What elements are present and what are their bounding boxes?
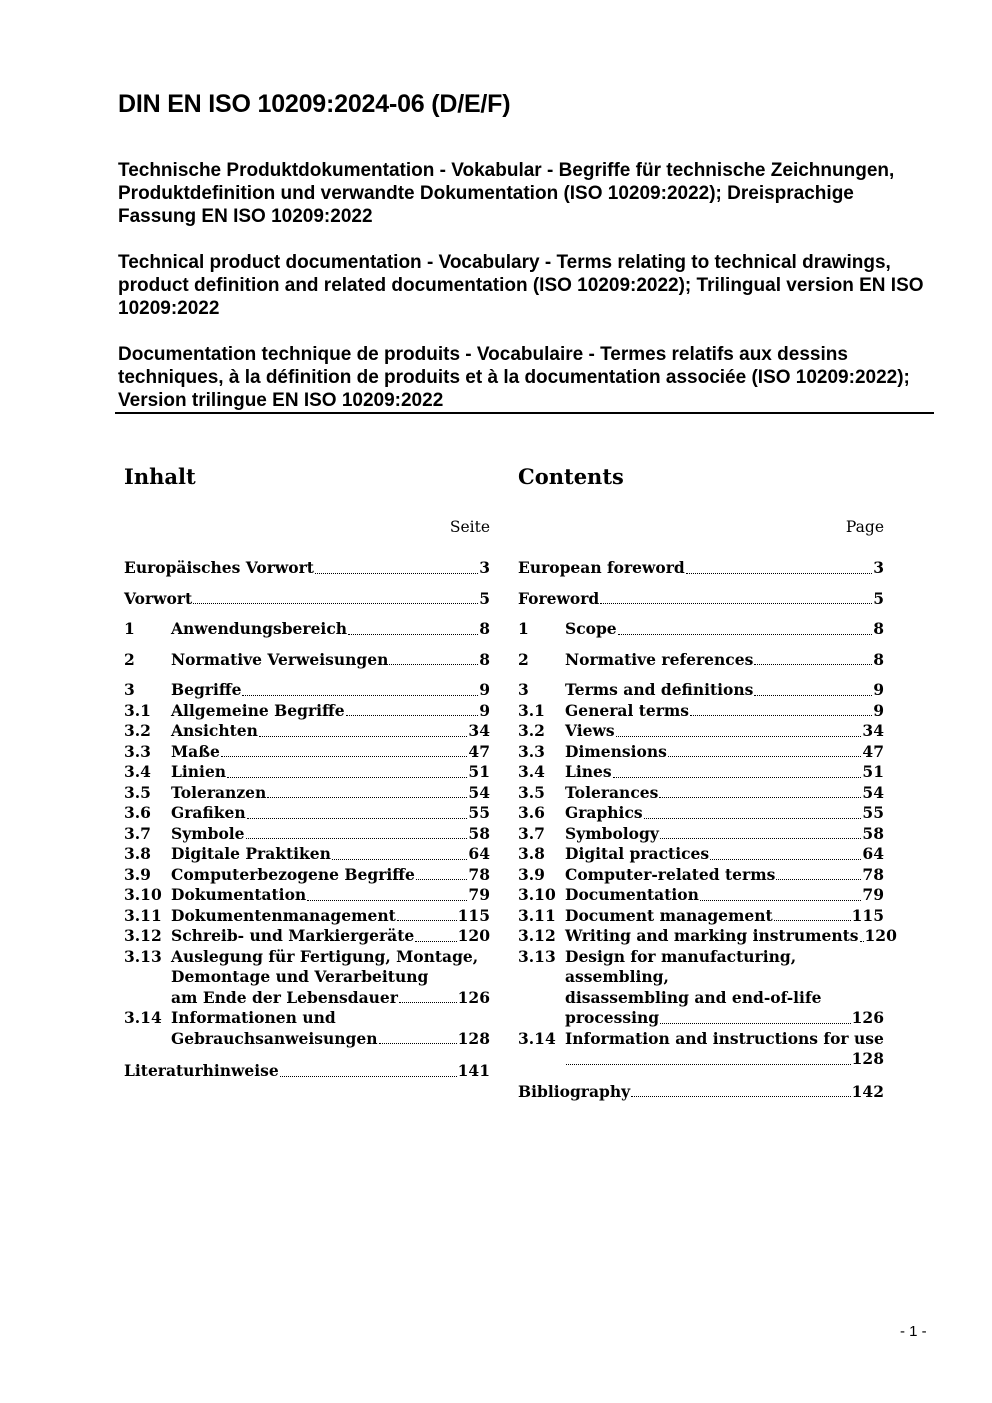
- toc-entry-page: 51: [468, 762, 490, 781]
- toc-entry-label: Digital practices: [565, 844, 710, 863]
- toc-entry-number: 1: [518, 619, 529, 638]
- toc-entry-page: 47: [468, 741, 490, 761]
- toc-leader: [600, 603, 872, 604]
- toc-entry[interactable]: [518, 650, 884, 671]
- toc-entry-number: 3.5: [518, 782, 545, 802]
- toc-entry-label: Foreword: [518, 588, 600, 608]
- toc-entry-label: Ansichten: [171, 721, 258, 740]
- toc-entry-label-line: Auslegung für Fertigung, Montage,: [171, 946, 479, 966]
- toc-entry[interactable]: [124, 558, 490, 579]
- toc-entry[interactable]: [124, 762, 490, 783]
- toc-entry-number: 3.13: [518, 946, 556, 966]
- toc-entry-label: Views: [565, 721, 615, 740]
- toc-entry-page: 115: [457, 905, 490, 925]
- toc-entry-page: 79: [468, 885, 490, 904]
- toc-leader: [774, 920, 851, 921]
- toc-entry-page: 9: [873, 680, 884, 699]
- toc-entry-number: 3.13: [124, 946, 162, 966]
- toc-entry[interactable]: [518, 558, 884, 579]
- subtitle-german: Technische Produktdokumentation - Vokabular - Begriffe für technische Zeichnungen, Produktdefinition und verwandte Dokumentation (ISO 10209:2022); Dreisprachige Fassung EN ISO 10209:2022: [118, 160, 895, 227]
- toc-leader: [686, 573, 872, 574]
- toc-entry-number: 1: [124, 619, 135, 638]
- toc-entry-number: 3.6: [518, 803, 545, 822]
- toc-entry-label: Gebrauchsanweisungen: [171, 1028, 378, 1048]
- toc-entry-page: 78: [862, 864, 884, 884]
- toc-leader: [221, 756, 468, 757]
- toc-leader: [346, 715, 479, 716]
- subtitle-french: Documentation technique de produits - Vocabulaire - Termes relatifs aux dessins techniques, à la définition de produits et à la documentation associée (ISO 10209:2022); Version trilingue EN ISO 10209:2022: [118, 344, 910, 411]
- toc-page-label: Seite: [449, 518, 490, 536]
- toc-entry[interactable]: [124, 865, 490, 886]
- toc-entry-number: 3.12: [124, 926, 162, 945]
- toc-leader: [416, 879, 468, 880]
- toc-leader: [644, 818, 862, 819]
- toc-entry-page: 128: [851, 1049, 884, 1068]
- toc-entry[interactable]: [518, 783, 884, 804]
- toc-leader: [700, 900, 862, 901]
- toc-entry-page: 9: [873, 700, 884, 720]
- toc-leader: [566, 1064, 851, 1065]
- toc-entry-page: 64: [468, 844, 490, 863]
- toc-entry-number: 3.14: [124, 1008, 162, 1027]
- toc-entry[interactable]: [124, 619, 490, 640]
- toc-entry[interactable]: [124, 589, 490, 610]
- toc-entry[interactable]: [518, 589, 884, 610]
- toc-entry-label: Literaturhinweise: [124, 1061, 279, 1080]
- toc-entry[interactable]: [518, 701, 884, 722]
- toc-entry-label: Document management: [565, 905, 773, 925]
- toc-entry[interactable]: [124, 947, 490, 1009]
- toc-entry-page: 5: [479, 588, 490, 608]
- toc-entry-label: am Ende der Lebensdauer: [171, 987, 398, 1007]
- toc-entry-number: 3.11: [124, 905, 162, 925]
- toc-entry-page: 126: [457, 987, 490, 1007]
- toc-leader: [397, 920, 457, 921]
- toc-entry[interactable]: [124, 926, 490, 947]
- toc-entry-number: 3.10: [124, 885, 162, 904]
- toc-entry-page: 55: [862, 803, 884, 822]
- toc-entry-label: Linien: [171, 762, 227, 781]
- toc-leader: [307, 900, 467, 901]
- toc-entry-page: 34: [468, 721, 490, 740]
- toc-entry-page: 3: [479, 558, 490, 577]
- toc-entry-number: 3.8: [518, 844, 545, 863]
- toc-leader: [348, 634, 478, 635]
- toc-entry[interactable]: [124, 885, 490, 906]
- toc-entry-label-line: Information and instructions for use: [565, 1028, 884, 1048]
- toc-leader: [227, 777, 467, 778]
- toc-entry-page: 78: [468, 864, 490, 884]
- toc-entry-number: 3.9: [124, 864, 151, 884]
- subtitle-english: Technical product documentation - Vocabulary - Terms relating to technical drawings, product definition and related documentation (ISO 10209:2022); Trilingual version EN ISO 10209:2022: [118, 252, 924, 319]
- toc-entry-number: 3.14: [518, 1028, 556, 1048]
- toc-entry[interactable]: [518, 824, 884, 845]
- toc-leader: [660, 838, 862, 839]
- toc-entry-label-line: Demontage und Verarbeitung: [171, 967, 429, 986]
- toc-entry[interactable]: [124, 742, 490, 763]
- toc-leader: [415, 941, 456, 942]
- toc-entry-page: 9: [479, 700, 490, 720]
- toc-entry-label: Maße: [171, 741, 220, 761]
- toc-entry-page: 5: [873, 588, 884, 608]
- toc-entry-number: 3.12: [518, 926, 556, 945]
- toc-entry-page: 54: [862, 782, 884, 802]
- toc-leader: [242, 695, 478, 696]
- toc-leader: [259, 736, 468, 737]
- toc-entry-label: General terms: [565, 700, 690, 720]
- toc-entry-label: Computerbezogene Begriffe: [171, 864, 415, 884]
- toc-entry-number: 3.9: [518, 864, 545, 884]
- toc-entry[interactable]: [518, 885, 884, 906]
- toc-entry[interactable]: [518, 619, 884, 640]
- toc-entry-label: Normative references: [565, 649, 754, 669]
- toc-leader: [247, 818, 468, 819]
- toc-entry[interactable]: [518, 865, 884, 886]
- toc-entry-label: Grafiken: [171, 803, 246, 822]
- toc-leader: [660, 1023, 851, 1024]
- toc-entry-page: 9: [479, 680, 490, 699]
- toc-entry-label: Begriffe: [171, 680, 242, 699]
- toc-entry-page: 34: [862, 721, 884, 740]
- toc-entry-label: Normative Verweisungen: [171, 649, 389, 669]
- toc-entry-number: 3.3: [518, 741, 545, 761]
- toc-entry-label: Graphics: [565, 803, 643, 822]
- toc-leader: [754, 664, 872, 665]
- toc-entry-page: 115: [851, 905, 884, 925]
- toc-english: [518, 464, 897, 1102]
- toc-entry-label: European foreword: [518, 558, 685, 577]
- toc-entry-page: 8: [479, 619, 490, 638]
- toc-leader: [193, 603, 478, 604]
- toc-entry-page: 8: [479, 649, 490, 669]
- toc-entry-page: 128: [457, 1028, 490, 1048]
- toc-page-label: Page: [845, 518, 884, 536]
- toc-entry-page: 79: [862, 885, 884, 904]
- toc-leader: [616, 736, 862, 737]
- toc-entry-number: 3.8: [124, 844, 151, 863]
- toc-entry[interactable]: [124, 1008, 490, 1049]
- toc-entry[interactable]: [518, 1082, 884, 1103]
- toc-entry[interactable]: [518, 762, 884, 783]
- toc-entry-label: processing: [565, 1008, 660, 1027]
- toc-leader: [776, 879, 861, 880]
- toc-entry-number: 3.1: [124, 700, 151, 720]
- toc-entry-label: Anwendungsbereich: [171, 619, 348, 638]
- toc-entry-number: 2: [518, 649, 529, 669]
- toc-leader: [379, 1043, 457, 1044]
- toc-entry-number: 3.5: [124, 782, 151, 802]
- toc-leader: [710, 859, 861, 860]
- toc-entry-page: 120: [864, 926, 897, 945]
- toc-entry-label: Dokumentenmanagement: [171, 905, 396, 925]
- toc-leader: [267, 797, 467, 798]
- toc-entry-label: Vorwort: [124, 588, 193, 608]
- toc-entry-label: Schreib- und Markiergeräte: [171, 926, 415, 945]
- toc-entry-page: 142: [851, 1081, 884, 1101]
- toc-german: [124, 464, 490, 1082]
- toc-entry-number: 3.2: [124, 721, 151, 740]
- toc-heading: Inhalt: [124, 464, 196, 489]
- toc-entry-label: Dokumentation: [171, 885, 307, 904]
- toc-entry[interactable]: [518, 947, 884, 1029]
- toc-leader: [332, 859, 467, 860]
- toc-entry[interactable]: [124, 824, 490, 845]
- toc-leader: [659, 797, 861, 798]
- toc-leader: [280, 1076, 457, 1077]
- toc-entry[interactable]: [124, 721, 490, 742]
- toc-entry-label: Allgemeine Begriffe: [171, 700, 345, 720]
- toc-entry[interactable]: [124, 680, 490, 701]
- toc-entry-page: 54: [468, 782, 490, 802]
- document-title: DIN EN ISO 10209:2024-06 (D/E/F): [118, 90, 511, 118]
- toc-entry-label: Toleranzen: [171, 782, 267, 802]
- toc-entry-label: Bibliography: [518, 1081, 631, 1101]
- page-number: - 1 -: [900, 1323, 927, 1340]
- toc-leader: [399, 1002, 457, 1003]
- toc-entry[interactable]: [518, 742, 884, 763]
- toc-entry-number: 3.7: [124, 823, 151, 843]
- toc-entry[interactable]: [518, 926, 897, 947]
- toc-entry[interactable]: [518, 680, 884, 701]
- toc-leader: [315, 573, 478, 574]
- toc-leader: [668, 756, 862, 757]
- toc-entry-number: 3.4: [518, 762, 545, 781]
- toc-entry-page: 3: [873, 558, 884, 577]
- toc-leader: [246, 838, 468, 839]
- toc-entry-label: Digitale Praktiken: [171, 844, 331, 863]
- toc-entry[interactable]: [124, 783, 490, 804]
- toc-entry-label: Europäisches Vorwort: [124, 558, 314, 577]
- toc-entry-number: 2: [124, 649, 135, 669]
- toc-entry-label: Terms and definitions: [565, 680, 754, 699]
- toc-entry-page: 58: [862, 823, 884, 843]
- toc-entry-page: 8: [873, 649, 884, 669]
- toc-entry-number: 3: [124, 680, 135, 699]
- toc-entry-page: 51: [862, 762, 884, 781]
- toc-entry-label: Lines: [565, 762, 612, 781]
- toc-entry[interactable]: [518, 1029, 884, 1070]
- toc-entry[interactable]: [124, 701, 490, 722]
- toc-entry-page: 58: [468, 823, 490, 843]
- toc-entry[interactable]: [124, 844, 490, 865]
- toc-entry-label: Documentation: [565, 885, 699, 904]
- toc-entry[interactable]: [518, 906, 884, 927]
- toc-entry[interactable]: [518, 721, 884, 742]
- toc-entry-number: 3.10: [518, 885, 556, 904]
- toc-entry-number: 3.1: [518, 700, 545, 720]
- toc-entry[interactable]: [124, 906, 490, 927]
- toc-heading: Contents: [518, 464, 624, 489]
- toc-leader: [754, 695, 872, 696]
- toc-leader: [631, 1096, 851, 1097]
- toc-entry-label: Scope: [565, 619, 617, 638]
- toc-leader: [618, 634, 873, 635]
- toc-entry-page: 126: [851, 1008, 884, 1027]
- toc-entry-number: 3.4: [124, 762, 151, 781]
- toc-entry-number: 3.7: [518, 823, 545, 843]
- toc-entry[interactable]: [124, 650, 490, 671]
- toc-entry-label: Symbole: [171, 823, 245, 843]
- toc-entry-page: 120: [457, 926, 490, 945]
- toc-entry[interactable]: [518, 803, 884, 824]
- toc-entry-page: 141: [457, 1061, 490, 1080]
- toc-entry-number: 3.11: [518, 905, 556, 925]
- toc-leader: [613, 777, 862, 778]
- toc-entry-label-line: disassembling and end-of-life: [565, 987, 822, 1007]
- toc-entry-number: 3.6: [124, 803, 151, 822]
- toc-entry-label: Writing and marking instruments: [565, 926, 859, 945]
- toc-entry-page: 64: [862, 844, 884, 863]
- toc-entry-number: 3.3: [124, 741, 151, 761]
- toc-entry[interactable]: [518, 844, 884, 865]
- toc-entry-page: 55: [468, 803, 490, 822]
- toc-entry-number: 3.2: [518, 721, 545, 740]
- toc-entry-label-line: Design for manufacturing, assembling,: [565, 946, 797, 986]
- title-underline: [115, 412, 934, 414]
- toc-entry-label: Tolerances: [565, 782, 659, 802]
- toc-entry[interactable]: [124, 1061, 490, 1082]
- toc-entry-label: Computer-related terms: [565, 864, 776, 884]
- toc-entry-label-line: Informationen und: [171, 1008, 336, 1027]
- toc-leader: [860, 941, 864, 942]
- toc-entry-label: Dimensions: [565, 741, 667, 761]
- toc-entry[interactable]: [124, 803, 490, 824]
- toc-entry-page: 8: [873, 619, 884, 638]
- toc-entry-page: 47: [862, 741, 884, 761]
- toc-entry-number: 3: [518, 680, 529, 699]
- toc-entry-label: Symbology: [565, 823, 659, 843]
- toc-leader: [389, 664, 478, 665]
- toc-leader: [690, 715, 872, 716]
